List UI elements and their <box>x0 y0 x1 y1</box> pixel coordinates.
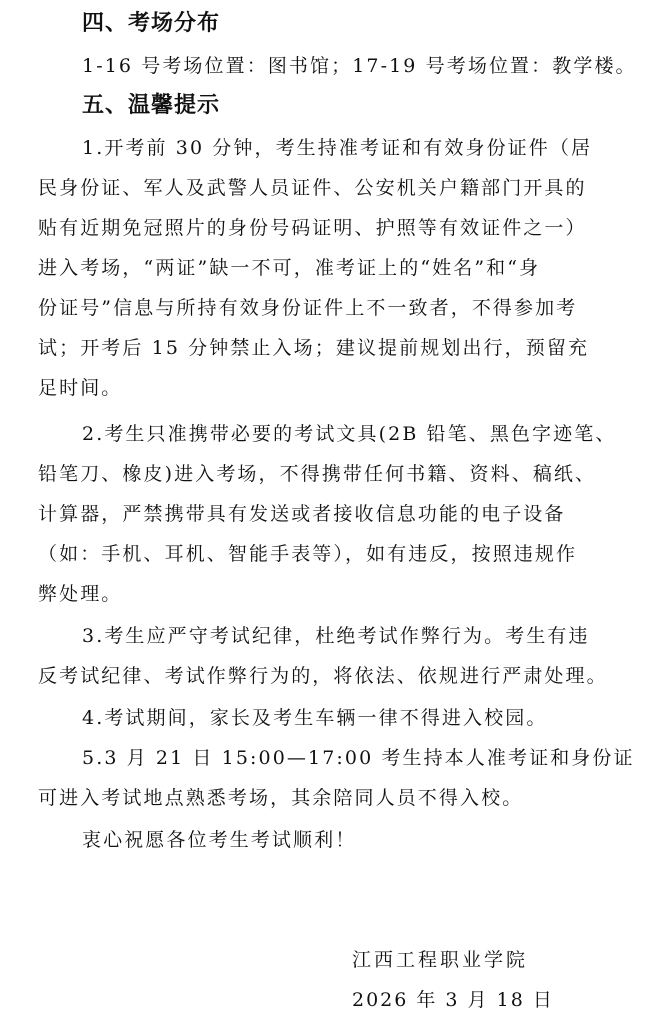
exam-room-locations-text: 1-16 号考场位置：图书馆；17-19 号考场位置：教学楼。 <box>82 55 637 77</box>
reminder-2-line-5: 弊处理。 <box>38 583 123 605</box>
section-heading-exam-room-distribution: 四、考场分布 <box>82 11 221 36</box>
reminder-1-line-3: 贴有近期免冠照片的身份号码证明、护照等有效证件之一） <box>38 217 587 239</box>
reminder-2-line-4: （如：手机、耳机、智能手表等），如有违反，按照违规作 <box>38 543 578 565</box>
reminder-1-line-2: 民身份证、军人及武警人员证件、公安机关户籍部门开具的 <box>38 177 587 199</box>
reminder-3-line-1: 3.考生应严守考试纪律，杜绝考试作弊行为。考生有违 <box>82 625 590 647</box>
reminder-1-line-1: 1.开考前 30 分钟，考生持准考证和有效身份证件（居 <box>82 137 593 159</box>
reminder-1-line-7: 足时间。 <box>38 377 123 399</box>
reminder-3-line-2: 反考试纪律、考试作弊行为的，将依法、依规进行严肃处理。 <box>38 665 608 687</box>
signature-organization: 江西工程职业学院 <box>352 949 529 971</box>
reminder-2-line-1: 2.考生只准携带必要的考试文具(2B 铅笔、黑色字迹笔、 <box>82 423 617 445</box>
reminder-1-line-5: 份证号”信息与所持有效身份证件上不一致者，不得参加考 <box>38 297 578 319</box>
reminder-1-line-4: 进入考场，“两证”缺一不可，准考证上的“姓名”和“身 <box>38 257 541 279</box>
reminder-4-line-1: 4.考试期间，家长及考生车辆一律不得进入校园。 <box>82 707 548 729</box>
signature-date: 2026 年 3 月 18 日 <box>352 989 554 1011</box>
reminder-2-line-3: 计算器，严禁携带具有发送或者接收信息功能的电子设备 <box>38 503 566 525</box>
reminder-5-line-2: 可进入考试地点熟悉考场，其余陪同人员不得入校。 <box>38 787 524 809</box>
section-heading-reminders: 五、温馨提示 <box>82 93 221 118</box>
reminder-1-line-6: 试；开考后 15 分钟禁止入场；建议提前规划出行，预留充 <box>38 337 590 359</box>
reminder-5-line-1: 5.3 月 21 日 15:00—17:00 考生持本人准考证和身份证 <box>82 747 635 769</box>
closing-wishes: 衷心祝愿各位考生考试顺利！ <box>82 829 357 851</box>
reminder-2-line-2: 铅笔刀、橡皮)进入考场，不得携带任何书籍、资料、稿纸、 <box>38 463 597 485</box>
